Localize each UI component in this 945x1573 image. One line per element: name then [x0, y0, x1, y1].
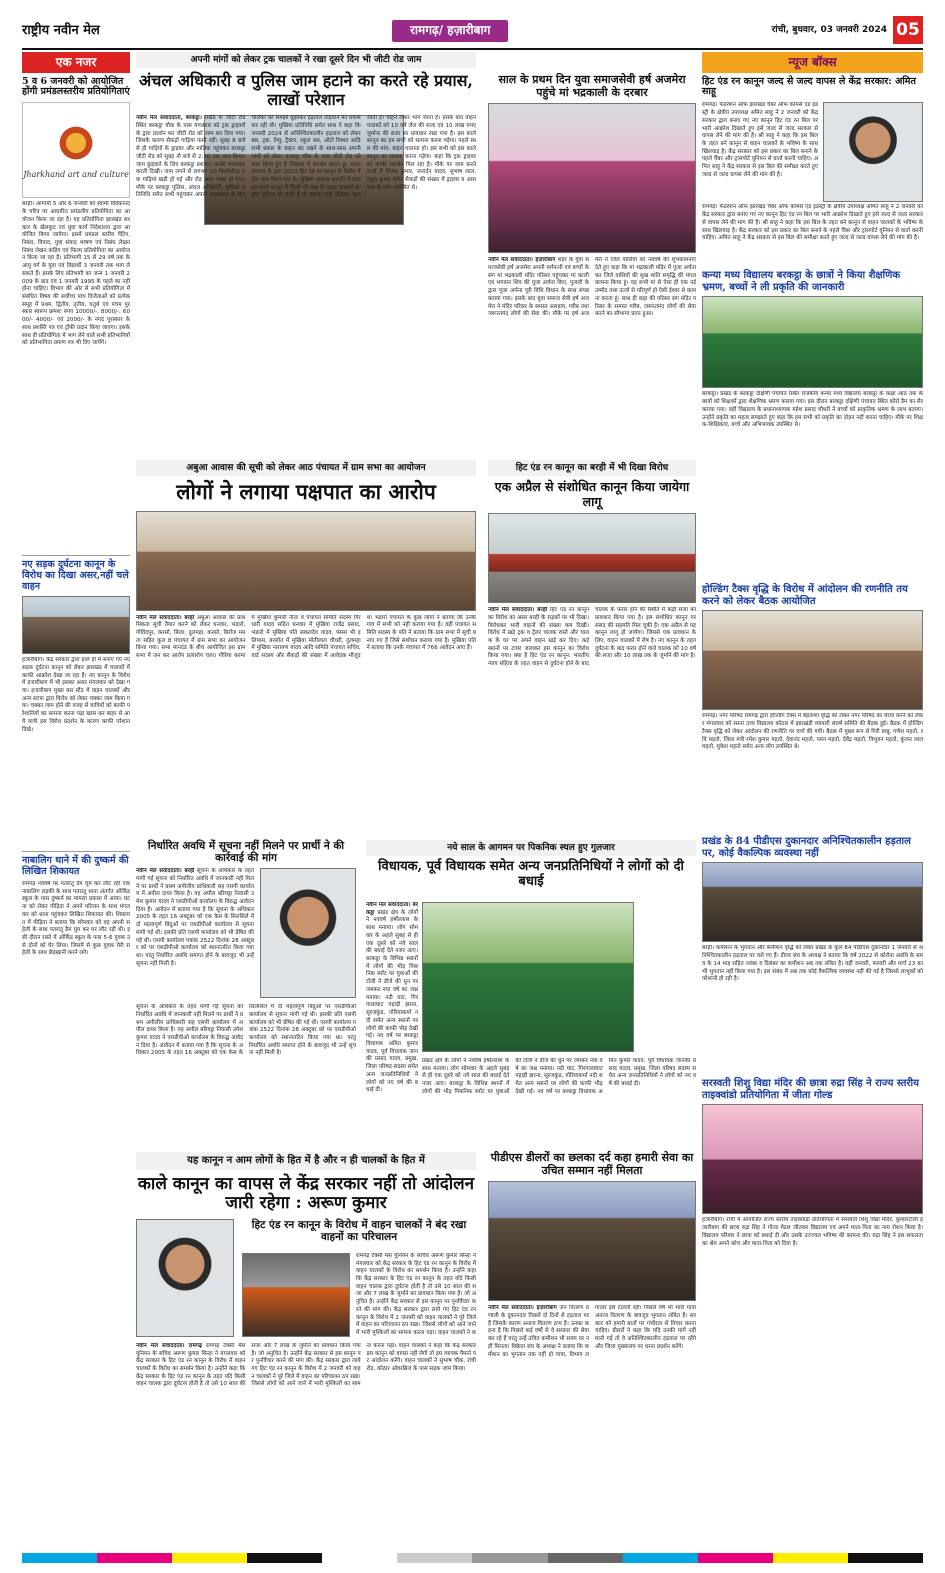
story-body: बरही। आगामी 5 और 6 जनवरी को स्वामी विवेकानंद के चरित्र पर आधारित प्रमंडलीय प्रतियोगिता का आयोजन किया जा रहा है। यह प्रतियोगिता झारखंड सरकार के खेलकूद एवं युवा कार्य निदेशालय द्वारा आयोजित किया जायेगा। इसमें प्रमंडल स्तरीय पेंटिंग, निबंध, विवाद, युवा संवाद भाषण एवं निबंध लेखन निबंध लेखन कंडिंग एवं फिल्म प्रतियोगिता का आयोजन किया जा रहा है। प्रतिभागी 15 से 29 वर्ष तक के आयु वर्ग के युवा एवं विद्यार्थी 3 जनवरी तक भाग ले सकते हैं। इसके लिए प्रतिभागी का जन्म 1 जनवरी 2009 के बाद एवं 1 जनवरी 1995 के पहले का नहीं होना चाहिए। विभाग की ओर से सभी प्रतियोगिता में संबंधित विषय की सर्वोच्च पांच विजेताओं को प्रत्येक समूह में प्रथम, द्वितीय, तृतीय, चतुर्थ एवं पंचम पुरस्कार स्वरूप क्रमशः रुपए 10000/-, 8000/-, 6000/- 4000/- एवं 2000/- के नगद पुरस्कार के साथ प्रशस्ति पत्र एवं ट्रॉफी प्रदान किया जाएगा। इसके साथ ही प्रतियोगिता में भाग लेने वाले सभी प्रतिभागियों को प्रतिभागिता प्रमाण पत्र भी दिए जायेंगे।	[22, 201, 130, 347]
article-headline: पीडीएस डीलरों का छलका दर्द कहा हमारी सेवा का उचित सम्मान नहीं मिलता	[490, 1151, 694, 1177]
article-body: नवीन मेल संवाददाता। बरही हिट एंड रन कानून का विरोध का असर बरही के सड़कों पर भी दिखा। विरोधकर भारी वाहनों की संख्या कम दिखी। विरोध में खड़े ट्रक व ट्रेलर चालक रास्ते और चालक के घर पर अपने वाहन खड़े कर दिए। कई स्थानों पर टायर जलाकर इस कानून का विरोध किया गया। क्या है हिट एंड रन कानून: भारतीय न्याय संहिता के तहत वाहन से दुर्घटना होने के बाद चालक के फरार होने की स्थिति में कड़ी सजा का प्रावधान किया गया है। इस संशोधित कानून पर संसद की सहमति मिल चुकी है। एक अप्रैल से यह कानून लागू हो जायेगा। जिससे एक प्रावधान के लिए, वाहन चालकों में रोष है। नए कानून के तहत दुर्घटना के बाद फरार होने वाले चालक को 10 वर्ष की सजा और 10 लाख तक के जुर्माने की मांग है।	[488, 607, 696, 668]
story-headline: 5 व 6 जनवरी को आयोजित होंगी प्रमंडलस्तरीय प्रतियोगिताएं	[22, 75, 130, 98]
article-body: नवीन मेल संवाददाता। बरही सूचना के अधिकार के तहत मांगी गई सूचना को निर्धारित अवधि में जानकारी नहीं मिलने पर प्रार्थी ने प्रथम अपीलीय प्राधिकारी सह एसपी कार्यालय में अपील दायर किया है। यह अपील बरियट्ठा निवासी उमेश कुमार यादव ने एसडीपीओ कार्यालय के विरुद्ध आवेदन दिया है। आवेदन में बताया गया है कि सूचना के अधिकार 2005 के तहत 16 अक्टूबर को एक केस के सिलसिले में दो महत्वपूर्ण बिंदुओं पर एसडीपीओ कार्यालय से सूचना मांगी गई थी। इसकी प्रति एसपी कार्यालय को भी प्रेषित की गई थी। एसपी कार्यालय पत्रांक 2522 दिनांक 28 अक्टूबर को पर एसडीपीओ कार्यालय को स्थानांतरित किया गया था। परंतु निर्धारित अवधि समाप्त होने के बावजूद भी उन्हें सूचना नहीं मिली है।	[136, 868, 254, 967]
dateline: नवीन मेल संवाददाता। बरकट्ठा	[366, 902, 418, 916]
article-kicker: यह कानून न आम लोगों के हित में है और न ही चालकों के हित में	[136, 1152, 476, 1170]
article-headline: साल के प्रथम दिन युवा समाजसेवी हर्ष अजमेरा पहुंचे मां भद्रकाली के दरबार	[498, 73, 686, 99]
holding-tax-meeting-photo	[702, 610, 923, 710]
article-kicker: नये साल के आगमन पर पिकनिक स्थल हुए गुलजार	[366, 840, 696, 856]
page-number: 05	[893, 16, 923, 44]
story-headline: कन्या मध्य विद्यालय बरकट्ठा के छात्रों ने किया शैक्षणिक भ्रमण, बच्चों ने ली प्रकृति की जानकारी	[702, 270, 901, 293]
divider	[22, 851, 130, 852]
article-kicker: अबुआ आवास की सूची को लेकर आठ पंचायत में ग्राम सभा का आयोजन	[136, 460, 476, 476]
story-body: हजारीबाग। रांची में आयोजित राज्य स्तरीय ताइक्वांडो प्रतियोगिता में सरस्वती शिशु विद्या मंदिर, कुम्हारटोली हजारीबाग की छात्रा रुद्रा सिंह ने गोल्ड मेडल जीतकर विद्यालय एवं अपने माता-पिता का नाम रोशन किया है। विद्यालय परिवार ने छात्रा को बधाई दी और उसके उज्ज्वल भविष्य की कामना की। रुद्रा सिंह ने इस सफलता का श्रेय अपने कोच और माता-पिता को दिया है।	[702, 1217, 923, 1247]
amit-sahu-portrait-photo	[823, 102, 923, 202]
story-body: हजारीबाग। केंद्र सरकार द्वारा हाल ही में बनाए गए नए सड़क दुर्घटना कानून को लेकर झारखंड में चालकों में काफी आक्रोश देखा जा रहा है। नए कानून के विरोध में हजारीबाग में भी इसका असर मंगलवार को देखा गया। हजारीबाग मुख्य बस स्टैंड में वाहन चालकों और अन्य स्टाफ द्वारा विरोध को लेकर चक्का जाम किया गया। चक्का जाम होने की वजह से यात्रियों को काफी परेशानियों का सामना करना पड़ा खास कर बाहर से आये यात्री इस विरोध प्रदर्शन के कारण काफी परेशान दिखे।	[22, 657, 130, 733]
dateline: नवीन मेल संवाददाता, बरकट्ठा।	[136, 115, 202, 122]
left-column	[22, 52, 130, 1061]
article-body-continued: प्रखंड क्षेत्र के लोगों ने नववर्ष हर्षोल्लास के साथ मनाया। लोग सोमवार के अहले सुबह से ही एक दूसरे को नये साल की बधाई देते नजर आए। बरकट्ठा के विभिन्न स्थानों में लोगों की भीड़ पिकनिक स्पॉट पर युवाओं की टोली ने डीजे की धुन पर जमकर नया वर्ष का जश्न मनाया। नदी घाट, गिरगालाघाट पहाड़ी झरना, सूरजकुंड, गोरियाकर्मा नदी समेत अन्य स्थानों पर लोगों की काफी भीड़ देखी गई। नव वर्ष पर बरकट्ठा विधायक अमित कुमार यादव, पूर्व विधायक जानकी प्रसाद यादव, प्रमुख, जिला परिषद सदस्य समेत अन्य जनप्रतिनिधियों ने लोगों को नए वर्ष की बधाई दी।	[422, 1058, 696, 1095]
article-hit-and-run-barhi	[488, 460, 696, 830]
divider	[22, 555, 130, 556]
dateline: नवीन मेल संवाददाता। बरही	[136, 614, 195, 621]
dateline: नवीन मेल संवाददाता। बरही	[488, 607, 548, 614]
newspaper-name: राष्ट्रीय नवीन मेल	[22, 23, 100, 38]
news-box-heading: न्यूज बॉक्स	[702, 52, 923, 73]
right-column	[702, 52, 923, 1307]
story-headline: नाबालिग थाने में की दुष्कर्म की लिखित शिकायत	[22, 855, 129, 878]
parked-trucks-photo	[488, 513, 696, 603]
logo-emblem-icon	[54, 121, 98, 165]
taekwondo-award-photo	[702, 1104, 923, 1214]
section-label: रामगढ़/ हज़ारीबाग	[392, 20, 508, 42]
article-body: नवीन मेल संवाददाता। बरही अबुआ आवास की प्राथमिकता सूची तैयार करने को लेकर धनवार, भंडारो, गोविंदपुर, करसो, बिंजा, दुलमहा, करसो, बिरोंज ममता सहित कुल 8 पंचायत में ग्राम सभा का आयोजन किया गया। सभा मानदंड के बीच आयोजित इस ग्राम सभा में जन कर आरोप प्रत्यारोप चला। गौरिया करमा में मुखिया कुमारी नीता व पंचायत समिति सदस्य गिरधारी यादव सहित धनवार में मुखिया राजेंद्र प्रसाद, भंडारो में मुखिया पति सकलदेव यादव, पंसस भी इलियास, बरसोत में मुखिया मोतीलाल चौधरी, दुलमहा में मुखिया नारायण यादव आदि समिति पंचायत सचिव, वार्ड सदस्य और सैकड़ों की संख्या में आवेदक मौजूद थे। भंडारो पंचायत के कुछ लोगों ने बताया कि उनके गांव में सभी को नहीं कराया गया है। वहीं पंचायत समिति सदस्य के पति ने बताया कि ग्राम सभा में सूची बनाए गए हैं जिसे संशोधन कराया गया है। मुखिया पति ने बताया कि उनके पंचायत में 766 आवेदन आए हैं।	[136, 614, 476, 660]
story-headline: सरस्वती शिशु विद्या मंदिर की छात्रा रुद्रा सिंह ने राज्य स्तरीय ताइक्वांडो प्रतियोगिता में जीता गोल्ड	[702, 1078, 919, 1101]
dateline: नवीन मेल संवाददाता। हज़ारीबाग	[488, 257, 556, 264]
article-body-continued: सूचना के अधिकार के तहत मांगी गई सूचना को निर्धारित अवधि में जानकारी नहीं मिलने पर प्रार्थी ने प्रथम अपीलीय प्राधिकारी सह एसपी कार्यालय में अपील दायर किया है। यह अपील बरियट्ठा निवासी उमेश कुमार यादव ने एसडीपीओ कार्यालय के विरुद्ध आवेदन दिया है। आवेदन में बताया गया है कि सूचना के अधिकार 2005 के तहत 16 अक्टूबर को एक केस के सिलसिले में दो महत्वपूर्ण बिंदुओं पर एसडीपीओ कार्यालय से सूचना मांगी गई थी। इसकी प्रति एसपी कार्यालय को भी प्रेषित की गई थी। एसपी कार्यालय पत्रांक 2522 दिनांक 28 अक्टूबर को पर एसडीपीओ कार्यालय को स्थानांतरित किया गया था। परंतु निर्धारित अवधि समाप्त होने के बावजूद भी उन्हें सूचना नहीं मिली है।	[136, 1004, 356, 1057]
school-trip-photo	[702, 296, 923, 388]
article-headline: काले कानून का वापस ले केंद्र सरकार नहीं तो आंदोलन जारी रहेगा : अरूण कुमार	[137, 1173, 475, 1214]
article-body: नवीन मेल संवाददाता। हज़ारीबाग जन वितरण प्रणाली के दुकानदार पिछले दो दिनों से हड़ताल पर हैं जिसके कारण अनाज वितरण ठप्प है। उनका कहना है कि पिछले कई वर्षों से वे सरकार की सेवा कर रहे हैं परंतु उन्हें उचित कमीशन भी समय पर नहीं मिलता। विक्रेता संघ के अध्यक्ष ने बताया कि कमीशन का भुगतान तक नहीं हो पाया, विभाग लगातार इसे टालती रही। पिछले वर्ष भी भारी मात्रा अनाज वितरण के बावजूद भुगतान लंबित है। सरकार को हमारी बातों पर गंभीरता से विचार करना चाहिए। डीलरों ने कहा कि यदि उनकी मांगें नहीं मानी गई तो वे अनिश्चितकालीन हड़ताल पर रहेंगे और जिला मुख्यालय पर धरना प्रदर्शन करेंगे।	[488, 1305, 696, 1358]
masthead	[22, 14, 923, 50]
article-rti-appeal	[136, 840, 356, 1140]
story-body: बरही। कमीशन के भुगतान और कमीशन वृद्धि को लेकर प्रखंड के कुल 84 पीडीएस दुकानदार 1 जनवरी से अनिश्चितकालीन हड़ताल पर चले गए हैं। डीलर संघ के अध्यक्ष ने बताया कि वर्ष 2022 से कोरोना अवधि के समय के 14 माह सहित नवंबर व दिसंबर का कमीशन अब तक लंबित है। वहीं जनवरी, फरवरी और मार्च 23 का भी भुगतान नहीं किया गया है। इस संबंध में अब तक कोई वैकल्पिक व्यवस्था नहीं की गई है जिससे लाभुकों को परेशानी हो रही है।	[702, 945, 923, 983]
story-body: रामगढ़। फेडरेशन ऑफ झारखंड चैंबर ऑफ कॉमर्स एंड इंडस्ट्री के क्षेत्रीय उपाध्यक्ष अमित साहू ने 2 जनवरी को केंद्र सरकार द्वारा बनाए गए नए कानून हिट एंड रन बिल पर भारी आक्रोश दिखाते हुए इसे जल्द से जल्द सरकार से वापस लेने की मांग की है। श्री साहू ने कहा कि इस बिल के तहत बने कानून से वाहन चालकों के भविष्य के साथ खिलवाड़ है। केंद्र सरकार को इस प्रकार का बिल बनाने के पहले चैंबर और ट्रांसपोर्ट यूनियन से वार्ता करनी चाहिए। अमित साहू ने केंद्र सरकार से इस बिल की समीक्षा करते हुए जल्द से जल्द वापस लेने की मांग की है।	[702, 102, 818, 178]
article-road-jam	[136, 52, 476, 452]
story-headline: हिट एंड रन कानून जल्द से जल्द वापस ले केंद्र सरकार: अमित साहू	[702, 75, 916, 98]
story-headline: नए सड़क दुर्घटना कानून के विरोध का दिखा असर,नहीं चले वाहन	[22, 559, 129, 593]
article-headline: विधायक, पूर्व विधायक समेत अन्य जनप्रतिनिधियों ने लोगों को दी बधाई	[378, 859, 684, 890]
dateline: नवीन मेल संवाददाता। बरही	[136, 868, 195, 875]
story-headline: होल्डिंग टैक्स वृद्धि के विरोध में आंदोलन की रणनीति तय करने को लेकर बैठक आयोजित	[702, 584, 908, 607]
applicant-portrait-photo	[260, 868, 356, 998]
story-body: रामगढ़ नववर्ष पर पतरातू डैम घूम कर लौट रही एक नाबालिग लड़की के साथ पतरातू थाना अंतर्गत ऑर्किड स्कूल के पास दुष्कर्म का मामला प्रकाश में आया। घटना को लेकर पीड़िता ने अपने परिजन के साथ मंगलवार को थाना पहुंचकर लिखित शिकायत की। शिकायत में पीड़िता ने बताया कि सोमवार को वह अपनी सहेली के साथ पतरातू डैम घूम कर घर लौट रही थी। इसी दौरान रास्ते में ऑर्किड स्कूल के पास 5-6 युवक उसे दोनों को घेर लिया। जिसमें से कुछ युवक मेरी सहेली के साथ छेड़खानी करने लगे।	[22, 881, 130, 957]
gram-sabha-photo	[136, 511, 476, 611]
protest-photo	[22, 596, 130, 654]
article-headline: निर्धारित अवधि में सूचना नहीं मिलने पर प्रार्थी ने की कार्रवाई की मांग	[147, 840, 345, 865]
article-kicker: अपनी मांगों को लेकर ट्रक चालकों ने रखा दूसरे दिन भी जीटी रोड जाम	[136, 52, 476, 68]
article-body-continued: नवीन मेल संवाददाता। रामगढ़ रामगढ़ टैक्सी मेंस यूनियन के सचिव अरूण कुमार सिन्हा ने मंगलवार को केंद्र सरकार के हिट एंड रन कानून के विरोध में वाहन चालकों के विरोध का समर्थन किया है। उन्होंने कहा कि केंद्र सरकार के हिट एंड रन कानून के तहत यदि किसी वाहन चालक द्वारा दुर्घटना होती है तो उसे 10 साल की सजा और 7 लाख के जुर्माने का प्रावधान किया गया है। जो अनुचित है। उन्होंने केंद्र सरकार से इस कानून पर पुनर्विचार करने की मांग की। केंद्र सरकार द्वारा लाये गए हिट एंड रन कानून के विरोध में 2 जनवरी को वाहन चालकों ने पूरे जिले में वाहन का परिचालन ठप रखा। जिससे लोगों को आने जाने में भारी मुश्किलों का सामना करना पड़ा। वाहन चालकों ने कहा कि केंद्र सरकार इस कानून को वापस नहीं लेगी तो हम व्यापक पैमाने पर आंदोलन करेंगे। वाहन चालकों ने सुभाष चौक, रांची रोड, कोठार ओवरब्रिज के पास सड़क जाम किया।	[136, 1342, 476, 1388]
tyre-burning-photo	[242, 1253, 350, 1337]
dateline: नवीन मेल संवाददाता। रामगढ़	[136, 1342, 203, 1349]
story-body: बरकट्ठा। प्रखंड के बरकट्ठा दक्षिणी पंचायत स्थित राजकीय कन्या मध्य विद्यालय बरकट्ठा के कक्षा आठ तक के छात्रों को शिक्षकों द्वारा शैक्षणिक भ्रमण कराया गया। इस दौरान बरकट्ठा दक्षिणी पंचायत स्थित कोरो डैम का सैर कराया गया। वहीं विद्यालय के प्रधानाध्यापक महेश प्रसाद चौधरी ने बच्चों को प्राकृतिक भ्रमण के लाभ बताया। उन्होंने प्रकृति का महत्व समझाते हुए कहा कि हम सभी को प्रकृति का दोहन नहीं करना चाहिए। मौके पर शिक्षक-शिक्षिकाएं, बच्चे और अभिभावक उपस्थित थे।	[702, 391, 923, 429]
picnic-celebration-photo	[422, 902, 634, 1052]
article-black-law-protest	[136, 1152, 476, 1532]
article-body: नवीन मेल संवाददाता। हज़ारीबाग शहर के युवा समाजसेवी हर्ष अजमेरा अपनी धर्मपत्नी एवं बच्चों के संग मां भद्रकाली मंदिर परिसर पहुंचकर मां काली एवं भगवान शिव की पूजा अर्चना किए, पुजारी के द्वारा पूजा अर्चना पूरी विधि विधान के साथ संपन्न कराया गया। इसके बाद युवा समाज सेवी हर्ष अजमेरा ने मंदिर परिसर के समस्त असहाय, गरीब तथा जरूरतमंद लोगों की सेवा की। मौके पर हर्ष अजमेरा ने जिले वासियों को नववर्ष की शुभकामनाएं देते हुए कहा कि मां भद्रकाली मंदिर में पूजा अर्चना कर जिले वासियों की सुख शांति समृद्धि की मंगल कामना किया हूं। वह सभी मां से ऐसा ही एक नई उम्मीद तथा ऊर्जा से परिपूर्ण हो ऐसी ईश्वर से कामना करता हूं। साथ ही कहा की परिसर संग मंदिर परिसर के समस्त गरीब, जरूरतमंद लोगों की सेवा करने का सौभाग्य प्राप्त हुआ।	[488, 257, 696, 318]
dateline: नवीन मेल संवाददाता। हज़ारीबाग	[488, 1305, 557, 1312]
article-subheadline: हिट एंड रन कानून के विरोध में वाहन चालकों ने बंद रखा वाहनों का परिचालन	[251, 1218, 467, 1243]
pds-dealers-meeting-photo	[488, 1181, 696, 1301]
article-new-year-picnic	[366, 840, 696, 1140]
article-body: रामगढ़ टैक्सी मेंस यूनियन के सचिव अरूण कुमार सिन्हा ने मंगलवार को केंद्र सरकार के हिट एंड रन कानून के विरोध में वाहन चालकों के विरोध का समर्थन किया है। उन्होंने कहा कि केंद्र सरकार के हिट एंड रन कानून के तहत यदि किसी वाहन चालक द्वारा दुर्घटना होती है तो उसे 10 साल की सजा और 7 लाख के जुर्माने का प्रावधान किया गया है। जो अनुचित है। उन्होंने केंद्र सरकार से इस कानून पर पुनर्विचार करने की मांग की। केंद्र सरकार द्वारा लाये गए हिट एंड रन कानून के विरोध में 2 जनवरी को वाहन चालकों ने पूरे जिले में वाहन का परिचालन ठप रखा। जिससे लोगों को आने जाने में भारी मुश्किलों का सामना करना पड़ा। वाहन चालकों ने क	[356, 1252, 476, 1337]
temple-visit-photo	[488, 103, 696, 253]
article-body: नवीन मेल संवाददाता। बरकट्ठा प्रखंड क्षेत्र के लोगों ने नववर्ष हर्षोल्लास के साथ मनाया। लोग सोमवार के अहले सुबह से ही एक दूसरे को नये साल की बधाई देते नजर आए। बरकट्ठा के विभिन्न स्थानों में लोगों की भीड़ पिकनिक स्पॉट पर युवाओं की टोली ने डीजे की धुन पर जमकर नया वर्ष का जश्न मनाया। नदी घाट, गिरगालाघाट पहाड़ी झरना, सूरजकुंड, गोरियाकर्मा नदी समेत अन्य स्थानों पर लोगों की काफी भीड़ देखी गई। नव वर्ष पर बरकट्ठा विधायक अमित कुमार यादव, पूर्व विधायक जानकी प्रसाद यादव, प्रमुख, जिला परिषद सदस्य समेत अन्य जनप्रतिनिधियों ने लोगों को नए वर्ष की बधाई दी।	[366, 902, 418, 1094]
art-culture-logo	[22, 102, 130, 198]
issue-date: रांची, बुधवार, 03 जनवरी 2024	[771, 25, 887, 35]
article-headline: अंचल अधिकारी व पुलिस जाम हटाने का करते रहे प्रयास, लाखों परेशान	[139, 71, 473, 109]
article-temple-visit	[488, 74, 696, 454]
logo-wordmark: Jharkhand art and culture	[23, 169, 129, 179]
story-headline: प्रखंड के 84 पीडीएस दुकानदार अनिश्चितकालीन हड़ताल पर, कोई वैकल्पिक व्यवस्था नहीं	[702, 836, 911, 859]
article-headline: लोगों ने लगाया पक्षपात का आरोप	[176, 479, 436, 505]
arun-kumar-portrait-photo	[136, 1219, 234, 1337]
article-kicker: हिट एंड रन कानून का बरही में भी दिखा विरोध	[488, 460, 696, 476]
article-pds-dealers	[488, 1152, 696, 1532]
pds-shop-photo	[702, 862, 923, 942]
article-gram-sabha	[136, 460, 476, 830]
page-grid	[22, 52, 923, 1542]
article-headline: एक अप्रैल से संशोधित कानून किया जायेगा लागू	[494, 479, 690, 509]
article-body: नवीन मेल संवाददाता, बरकट्ठा। प्रखंड के जीटी रोड स्थित बरकट्ठा चौक के पास मंगलवार को ट्रक ड्राइवरों के द्वारा प्रदर्शन कर जीटी रोड को जाम कर दिया गया। जिसके कारण सैकड़ों गाड़ियां फंसी रहीं। सुबह 8 बजे से ही गाड़ियों के ड्राइवर और मालिक पहुंचकर बरकट्ठा जीटी रोड को सुबह नौ बजे से 2:30 तक जाम किया। जाम छुड़वाने के लिए बरकट्ठा प्रशासन काफी मशक्कत करती दिखी। जाम लगने से लगभग 10 किलोमीटर तक गाड़ियां खड़ी हो गई और रोड अस्त व्यस्त हो गया। मौके पर बरकट्ठा पुलिस, अंचल अधिकारी, मुखिया प्रतिनिधि समेत सभी पहुंचकर अपनी आश्वासन के बाद चालकों को समझा बुझाकर हड़ताल तोड़वाने का प्रयास कर रही थी। मुखिया प्रतिनिधि समेत साथ ने कहा कि जनवरी 2024 से अनिश्चितकालीन हड़ताल को लेकर बस, ट्रक, टेम्पु, ट्रैक्टर, स्कूल बस, ऑटो रिक्शा आदि सभी प्रकार के वाहन बंद रखने के साथ-साथ अपनी मांगों को लेकर बरकट्ठा चौक के पास जीटी रोड को जाम किया हुए हैं जिसका मैं समर्थन करता हूं। भारत सरकार के द्वारा 2023 हिट एंड रन कानून के विरोध में रोड जाम किया गया है। मुखिया अध्यक्ष असफ़ी ने कहा इस काले कानून में किसी भी तरह के वाहन चालकों का द्वारा दुर्घटना हो जाती है तो चालक गाड़ी छोड़कर भाग जाता है। वाहन लेकर भाग जाता है। इसके बाद वाहन चालकों को 10 वर्ष जेल की सजा एवं 10 लाख रुपए जुर्माना की सजा का प्रावधान रखा गया है। इस काले कानून का हम सभी को सामना करना पड़ेगा। पहले स्थल की मांग, वाहन चालाना हो। इस सभी को इस काले कानून का सामना करना पड़ेगा। कहा कि ट्रक ड्राइवर को काफी समर्थन मिल रहा है। मौके पर जाम करने वालों में विजय कुमार, जनार्दन यादव, सुभाष लाल, राहुल कुमार समेत सैकड़ों की संख्या में ड्राइवर व आसपास के लोग उपस्थित थे।	[136, 115, 476, 199]
story-body: रामगढ़। नगर परिषद रामगढ़ द्वारा होल्डिंग टैक्स में बेहताशा वृद्धि को लेकर नगर परिषद का घेराव करने को लेकर मंगलवार को सरना उच्च विद्यालय कोठार में झारखंडी व्यापारी संघर्ष समिति की बैठक हुई। बैठक में होल्डिंग टैक्स वृद्धि को लेकर आंदोलन की रणनीति पर चर्चा की गयी। बैठक में मुख्य रूप से गिरी बाबू, गणेश महतो, रवि महतो, जिला मंत्री रमेश कुमार महतो, देवानंद महतो, पवन महतो, देवेंद्र महतो, त्रिभुवन महतो, कुंजन लाल महतो, मुकेश महतो समेत अन्य लोग उपस्थित थे।	[702, 713, 923, 751]
story-body-continued: रामगढ़। फेडरेशन ऑफ झारखंड चैंबर ऑफ कॉमर्स एंड इंडस्ट्री के क्षेत्रीय उपाध्यक्ष अमित साहू ने 2 जनवरी को केंद्र सरकार द्वारा बनाए गए नए कानून हिट एंड रन बिल पर भारी आक्रोश दिखाते हुए इसे जल्द से जल्द सरकार से वापस लेने की मांग की है। श्री साहू ने कहा कि इस बिल के तहत बने कानून से वाहन चालकों के भविष्य के साथ खिलवाड़ है। केंद्र सरकार को इस प्रकार का बिल बनाने के पहले चैंबर और ट्रांसपोर्ट यूनियन से वार्ता करनी चाहिए। अमित साहू ने केंद्र सरकार से इस बिल की समीक्षा करते हुए जल्द से जल्द वापस लेने की मांग की है।	[702, 204, 923, 242]
color-registration-strip	[22, 1553, 923, 1563]
ek-nazar-heading: एक नजर	[22, 52, 130, 73]
